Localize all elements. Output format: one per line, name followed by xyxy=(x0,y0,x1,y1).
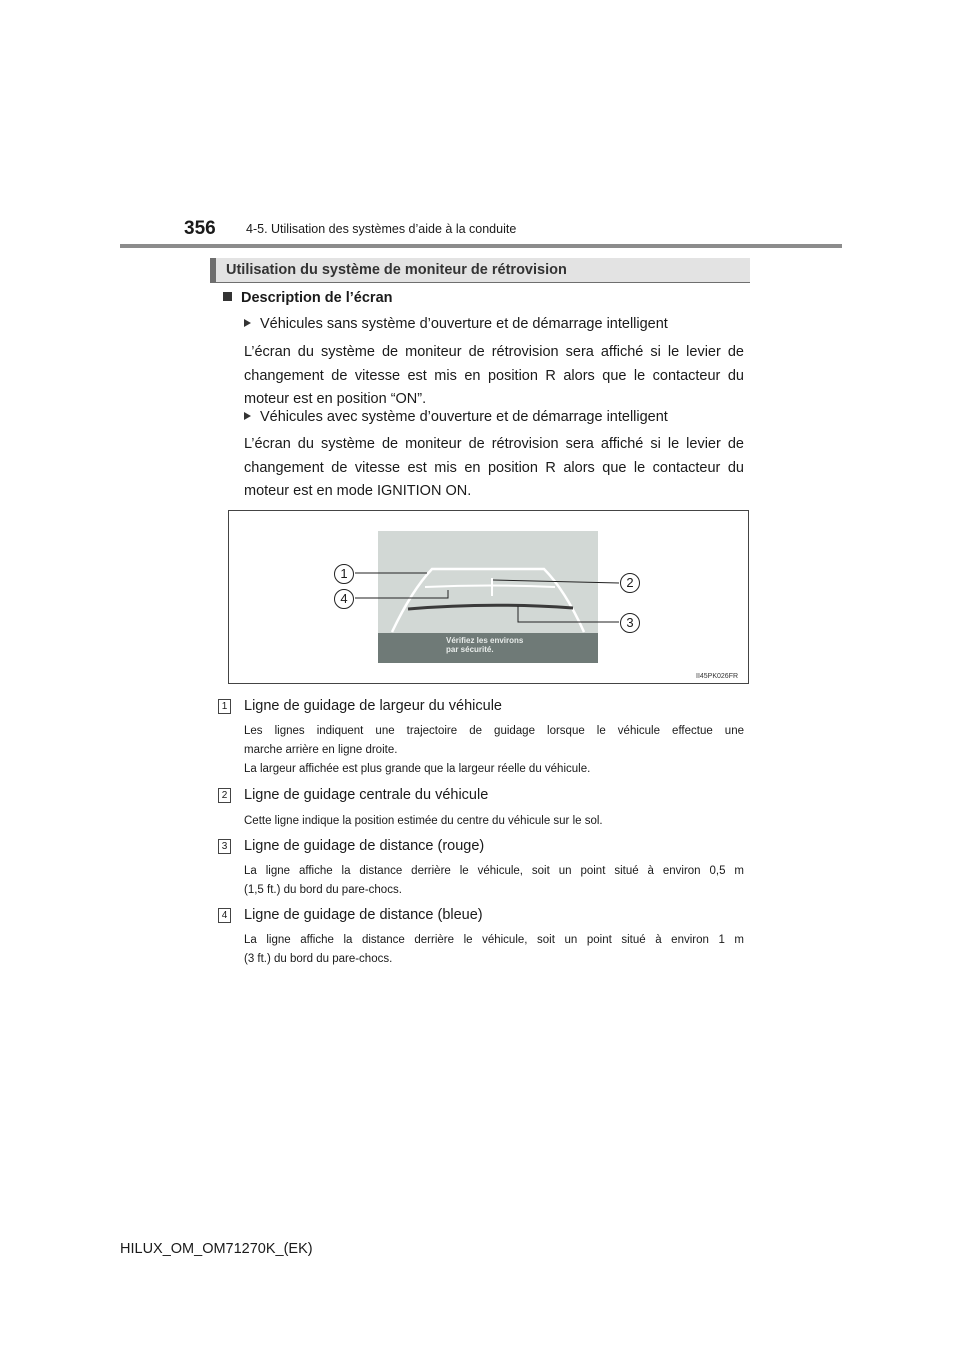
description-line: (1,5 ft.) du bord du pare-chocs. xyxy=(244,884,402,896)
callout-3: 3 xyxy=(620,613,640,633)
paragraph-line: L’écran du système de moniteur de rétrovision sera affiché si le levier de xyxy=(244,436,744,452)
center-guide-line xyxy=(425,586,555,588)
item-description xyxy=(244,862,744,900)
item-number: 1 xyxy=(218,699,231,714)
callout-leader-4 xyxy=(355,590,448,598)
screen-message-line: par sécurité. xyxy=(446,645,494,654)
item-number: 2 xyxy=(218,788,231,803)
item-description xyxy=(244,812,744,831)
paragraph-line: changement de vitesse est mis en position R alors que le contacteur du xyxy=(244,459,744,476)
item-title: Ligne de guidage de largeur du véhicule xyxy=(244,698,502,714)
section-title: Utilisation du système de moniteur de rétrovision xyxy=(226,262,567,278)
description-heading-text: Description de l’écran xyxy=(241,290,393,306)
paragraph-line: changement de vitesse est mis en position R alors que le contacteur du xyxy=(244,367,744,384)
description-line: (3 ft.) du bord du pare-chocs. xyxy=(244,953,393,965)
callout-4: 4 xyxy=(334,589,354,609)
paragraph-line: L’écran du système de moniteur de rétrovision sera affiché si le levier de xyxy=(244,344,744,360)
paragraph-line: moteur est en mode IGNITION ON. xyxy=(244,483,472,499)
callout-2: 2 xyxy=(620,573,640,593)
page-number: 356 xyxy=(184,218,216,239)
description-line: La largeur affichée est plus grande que la largeur réelle du véhicule. xyxy=(244,763,591,775)
distance-guide-red-line xyxy=(408,605,573,609)
item-title: Ligne de guidage de distance (rouge) xyxy=(244,838,485,854)
description-line: marche arrière en ligne droite. xyxy=(244,744,398,756)
item-number: 4 xyxy=(218,908,231,923)
description-line: La ligne affiche la distance derrière le véhicule, soit un point situé à environ 0,5 m xyxy=(244,865,744,877)
description-line: La ligne affiche la distance derrière le véhicule, soit un point situé à environ 1 m xyxy=(244,934,744,946)
description-line: Cette ligne indique la position estimée du centre du véhicule sur le sol. xyxy=(244,815,603,827)
footer-code: HILUX_OM_OM71270K_(EK) xyxy=(120,1241,313,1257)
item-description xyxy=(244,931,744,969)
item-number: 3 xyxy=(218,839,231,854)
item-title: Ligne de guidage de distance (bleue) xyxy=(244,907,483,923)
item-description xyxy=(244,722,744,779)
variant-title-text: Véhicules sans système d’ouverture et de démarrage intelligent xyxy=(260,316,668,332)
screen-message-line: Vérifiez les environs xyxy=(446,636,524,645)
item-title: Ligne de guidage centrale du véhicule xyxy=(244,787,489,803)
callout-1: 1 xyxy=(334,564,354,584)
description-line: Les lignes indiquent une trajectoire de guidage lorsque le véhicule effectue une xyxy=(244,725,744,737)
chapter-header: 4-5. Utilisation des systèmes d’aide à la conduite xyxy=(246,222,517,236)
paragraph-line: moteur est en position “ON”. xyxy=(244,391,427,407)
variant-title-text: Véhicules avec système d’ouverture et de démarrage intelligent xyxy=(260,409,668,425)
width-guide-line xyxy=(392,569,584,632)
figure-code: II45PK026FR xyxy=(696,673,739,680)
